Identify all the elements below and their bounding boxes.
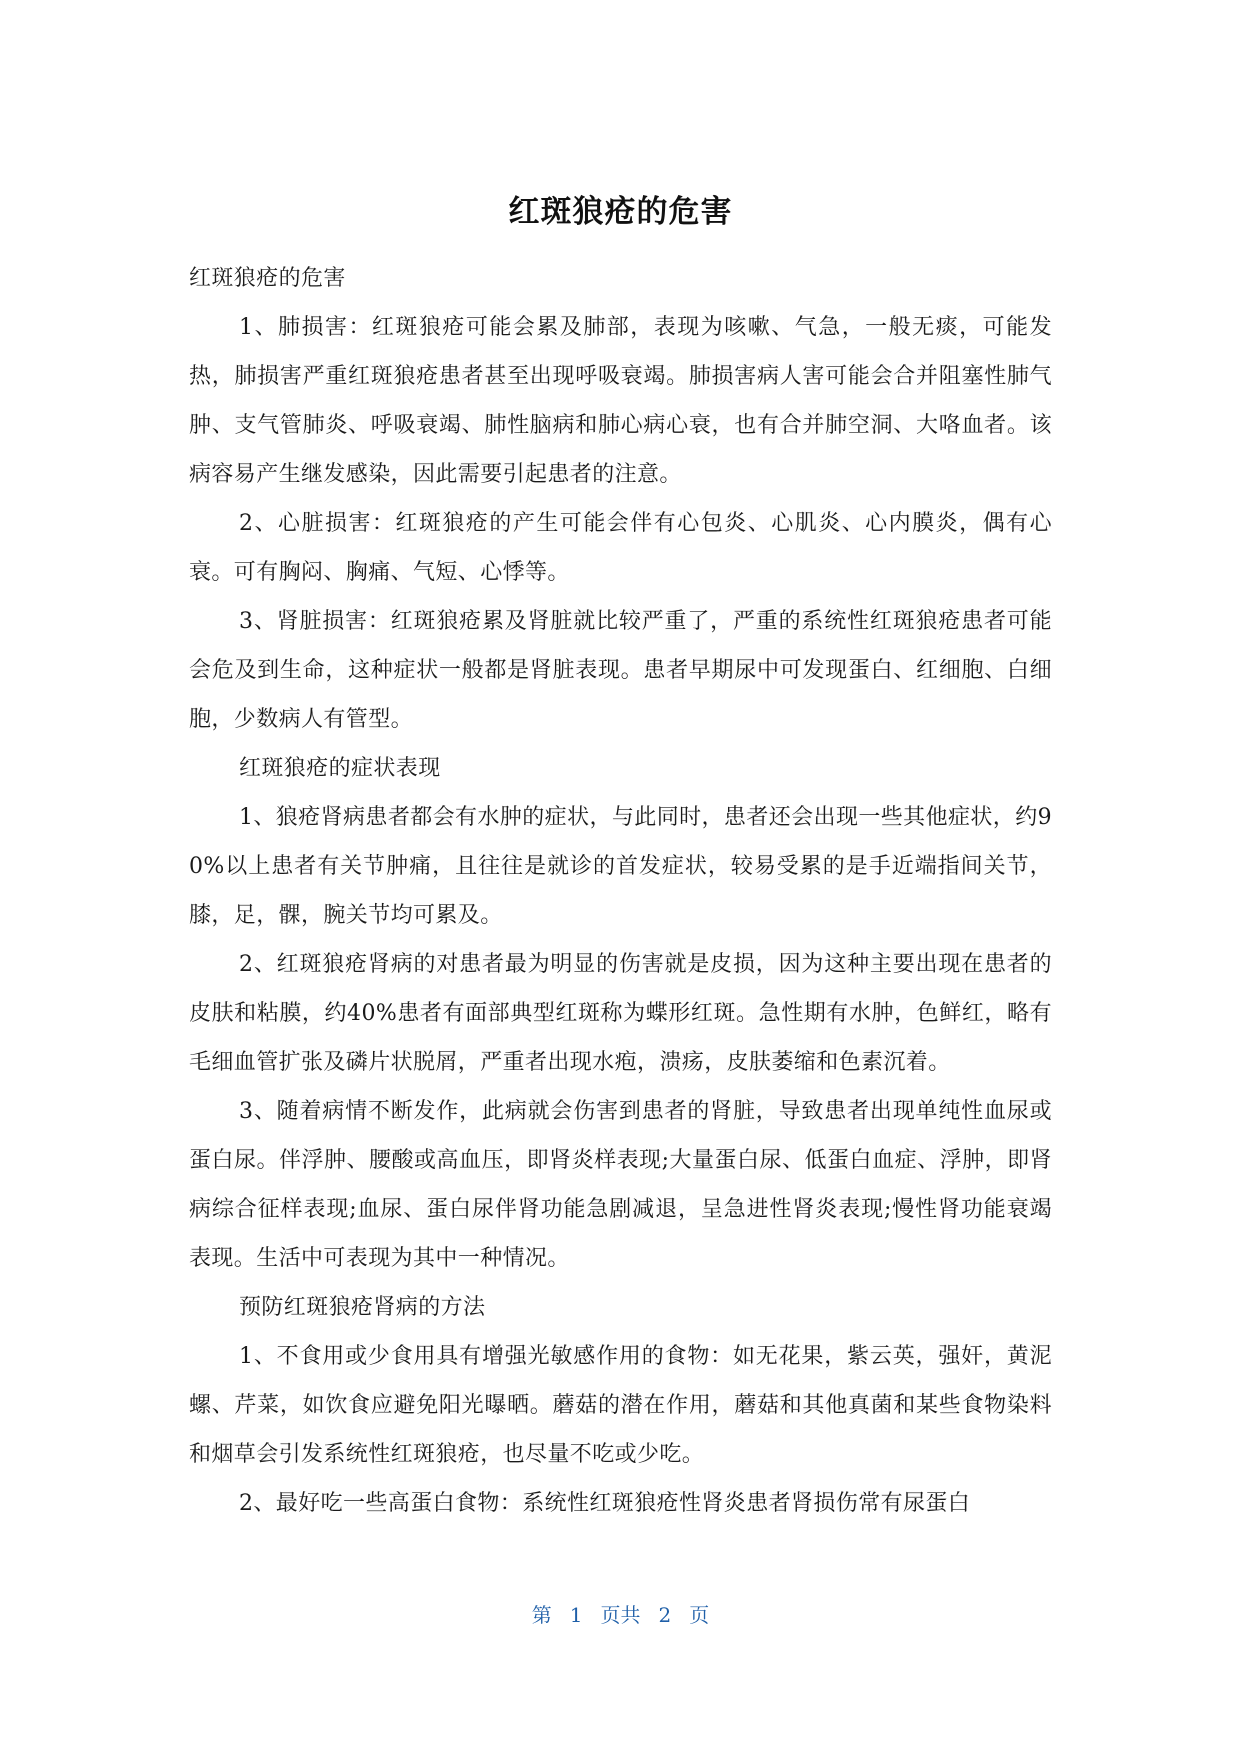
paragraph: 2、心脏损害：红斑狼疮的产生可能会伴有心包炎、心肌炎、心内膜炎，偶有心衰。可有胸闷、胸痛、气短、心悸等。 (189, 511, 1052, 585)
page-label-suffix: 页 (689, 1603, 710, 1627)
section-heading: 红斑狼疮的危害 (189, 266, 346, 291)
section-heading: 预防红斑狼疮肾病的方法 (239, 1295, 486, 1320)
paragraph: 1、肺损害：红斑狼疮可能会累及肺部，表现为咳嗽、气急，一般无痰，可能发热，肺损害严重红斑狼疮患者甚至出现呼吸衰竭。肺损害病人害可能会合并阻塞性肺气肿、支气管肺炎、呼吸衰竭、肺性脑病和肺心病心衰，也有合并肺空洞、大咯血者。该病容易产生继发感染，因此需要引起患者的注意。 (189, 315, 1052, 487)
document-body (189, 254, 1052, 1528)
current-page-number: 1 (569, 1603, 583, 1627)
total-pages-number: 2 (658, 1603, 672, 1627)
page-footer (0, 1601, 1241, 1629)
document-title: 红斑狼疮的危害 (508, 194, 733, 230)
paragraph: 1、不食用或少食用具有增强光敏感作用的食物：如无花果，紫云英，强奸，黄泥螺、芹菜，如饮食应避免阳光曝晒。蘑菇的潜在作用，蘑菇和其他真菌和某些食物染料和烟草会引发系统性红斑狼疮，也尽量不吃或少吃。 (189, 1344, 1052, 1467)
page-label-mid: 页共 (600, 1603, 641, 1627)
page-label-prefix: 第 (531, 1603, 552, 1627)
paragraph: 1、狼疮肾病患者都会有水肿的症状，与此同时，患者还会出现一些其他症状，约90%以上患者有关节肿痛，且往往是就诊的首发症状，较易受累的是手近端指间关节，膝，足，髁，腕关节均可累及。 (189, 805, 1052, 928)
paragraph: 3、肾脏损害：红斑狼疮累及肾脏就比较严重了，严重的系统性红斑狼疮患者可能会危及到生命，这种症状一般都是肾脏表现。患者早期尿中可发现蛋白、红细胞、白细胞，少数病人有管型。 (189, 609, 1052, 732)
paragraph: 2、最好吃一些高蛋白食物：系统性红斑狼疮性肾炎患者肾损伤常有尿蛋白 (239, 1491, 971, 1516)
paragraph: 3、随着病情不断发作，此病就会伤害到患者的肾脏，导致患者出现单纯性血尿或蛋白尿。伴浮肿、腰酸或高血压，即肾炎样表现;大量蛋白尿、低蛋白血症、浮肿，即肾病综合征样表现;血尿、蛋白尿伴肾功能急剧减退，呈急进性肾炎表现;慢性肾功能衰竭表现。生活中可表现为其中一种情况。 (189, 1099, 1052, 1271)
paragraph: 2、红斑狼疮肾病的对患者最为明显的伤害就是皮损，因为这种主要出现在患者的皮肤和粘膜，约40%患者有面部典型红斑称为蝶形红斑。急性期有水肿，色鲜红，略有毛细血管扩张及磷片状脱屑，严重者出现水疱，溃疡，皮肤萎缩和色素沉着。 (189, 952, 1052, 1075)
section-heading: 红斑狼疮的症状表现 (239, 756, 441, 781)
